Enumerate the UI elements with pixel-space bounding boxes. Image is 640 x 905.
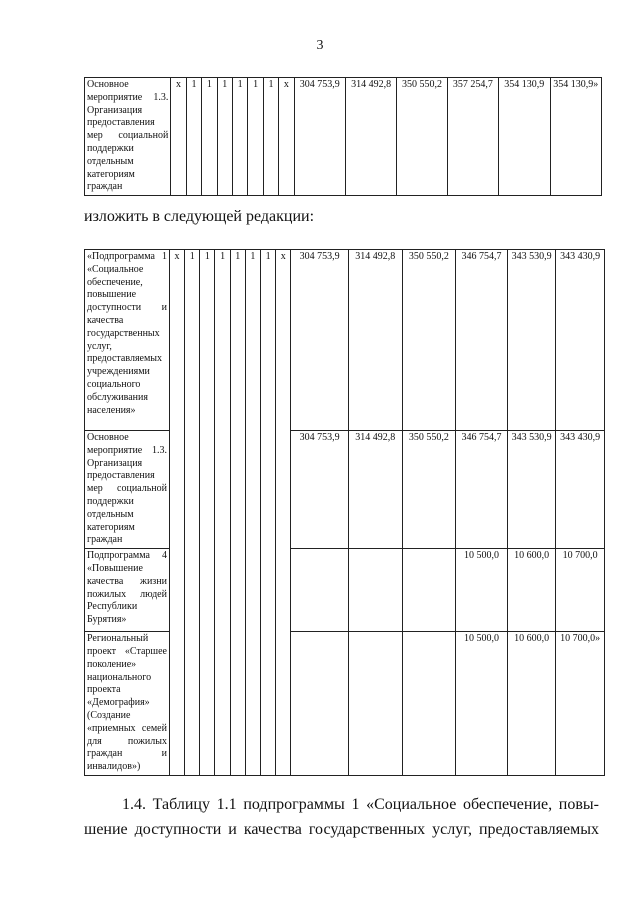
code-cell: х bbox=[169, 250, 184, 776]
value-cell: 357 254,7 bbox=[447, 78, 498, 196]
section-heading: изложить в следующей редакции: bbox=[84, 208, 315, 225]
table-row bbox=[85, 549, 605, 632]
table-row bbox=[85, 250, 605, 431]
code-cell: 1 bbox=[215, 250, 230, 776]
value-cell bbox=[402, 549, 456, 632]
value-cell: 350 550,2 bbox=[402, 250, 456, 431]
value-cell: 10 500,0 bbox=[456, 549, 508, 632]
value-cell bbox=[349, 549, 403, 632]
paragraph-line: 1.4. Таблицу 1.1 подпрограммы 1 «Социальное обеспечение, повы- bbox=[122, 796, 599, 813]
code-cell: х bbox=[171, 78, 186, 196]
value-cell: 350 550,2 bbox=[402, 431, 456, 549]
value-cell: 350 550,2 bbox=[397, 78, 447, 196]
value-cell: 343 530,9 bbox=[507, 431, 556, 549]
value-cell: 314 492,8 bbox=[349, 431, 403, 549]
value-cell: 10 500,0 bbox=[456, 632, 508, 776]
value-cell bbox=[291, 549, 349, 632]
value-cell: 304 753,9 bbox=[291, 431, 349, 549]
code-cell: 1 bbox=[217, 78, 232, 196]
row-name: «Подпрограмма 1 «Социальное обеспечение, повышение доступности и качества государственных услуг, предоставляемых учреждениями социального обслуживания населения» bbox=[85, 250, 170, 431]
table-row bbox=[85, 632, 605, 776]
value-cell: 354 130,9 bbox=[499, 78, 550, 196]
table-new-edition bbox=[84, 249, 605, 776]
page-number: 3 bbox=[316, 38, 324, 53]
value-cell: 10 600,0 bbox=[507, 549, 556, 632]
value-cell: 314 492,8 bbox=[349, 250, 403, 431]
row-name: Основное мероприятие 1.3. Организация предоставления мер социальной поддержки отдельным категориям граждан bbox=[85, 78, 171, 196]
value-cell bbox=[291, 632, 349, 776]
code-cell: 1 bbox=[200, 250, 215, 776]
value-cell: 343 530,9 bbox=[507, 250, 556, 431]
amendment-paragraph bbox=[84, 792, 599, 842]
value-cell: 304 753,9 bbox=[291, 250, 349, 431]
value-cell: 354 130,9» bbox=[550, 78, 602, 196]
row-name: Основное мероприятие 1.3. Организация предоставления мер социальной поддержки отдельным категориям граждан bbox=[85, 431, 170, 549]
table-row bbox=[85, 78, 602, 196]
paragraph-line: шение доступности и качества государственных услуг, предоставляемых bbox=[84, 821, 599, 838]
value-cell: 346 754,7 bbox=[456, 250, 508, 431]
value-cell: 343 430,9 bbox=[556, 431, 605, 549]
value-cell: 10 700,0 bbox=[556, 549, 605, 632]
value-cell bbox=[349, 632, 403, 776]
code-cell: 1 bbox=[232, 78, 247, 196]
value-cell: 304 753,9 bbox=[294, 78, 345, 196]
code-cell: х bbox=[279, 78, 294, 196]
row-name: Подпрограмма 4 «Повышение качества жизни пожилых людей Республики Бурятия» bbox=[85, 549, 170, 632]
code-cell: 1 bbox=[261, 250, 276, 776]
row-name: Региональный проект «Старшее поколение» национального проекта «Демография» (Создание «приемных семей для пожилых граждан и инвалидов») bbox=[85, 632, 170, 776]
table-original bbox=[84, 77, 602, 196]
value-cell: 10 600,0 bbox=[507, 632, 556, 776]
value-cell: 10 700,0» bbox=[556, 632, 605, 776]
value-cell bbox=[402, 632, 456, 776]
value-cell: 314 492,8 bbox=[345, 78, 396, 196]
code-cell: 1 bbox=[185, 250, 200, 776]
code-cell: 1 bbox=[186, 78, 201, 196]
value-cell: 346 754,7 bbox=[456, 431, 508, 549]
code-cell: 1 bbox=[230, 250, 245, 776]
code-cell: х bbox=[276, 250, 291, 776]
code-cell: 1 bbox=[263, 78, 278, 196]
code-cell: 1 bbox=[202, 78, 217, 196]
code-cell: 1 bbox=[248, 78, 263, 196]
table-row bbox=[85, 431, 605, 549]
value-cell: 343 430,9 bbox=[556, 250, 605, 431]
code-cell: 1 bbox=[245, 250, 260, 776]
